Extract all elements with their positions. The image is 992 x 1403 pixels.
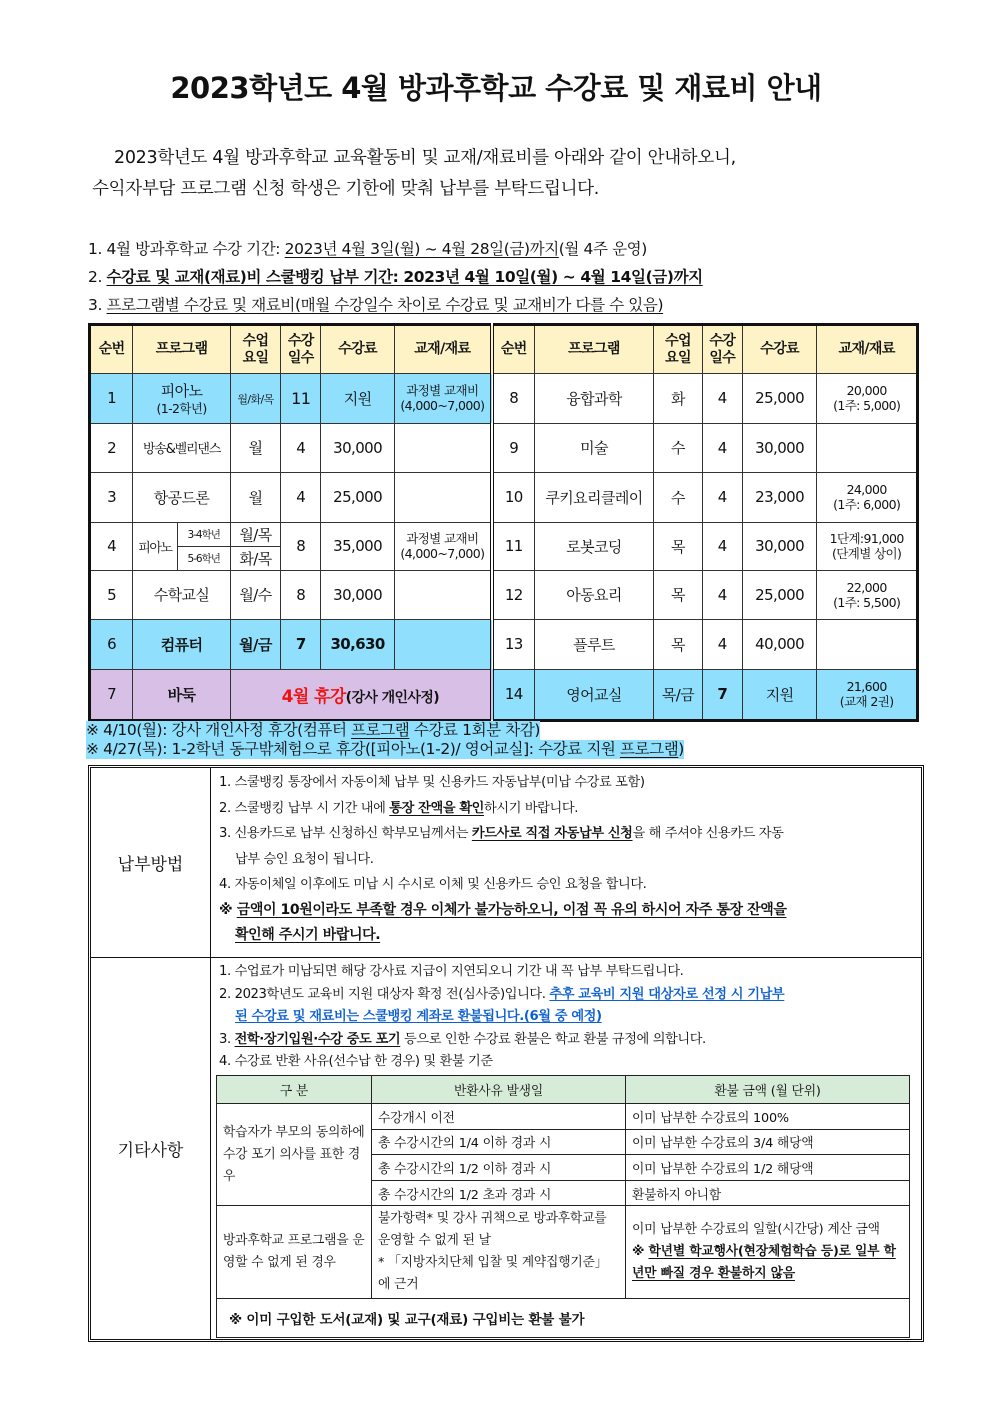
info-item-fees	[88, 291, 928, 319]
cell-count: 7	[281, 620, 321, 670]
cell-count: 11	[281, 374, 321, 424]
cell-no: 12	[492, 570, 534, 620]
refund-header-amount: 환불 금액 (월 단위)	[626, 1076, 910, 1104]
cell-fee: 35,000	[321, 522, 394, 570]
payment-line-3-cont: 납부 승인 요청이 됩니다.	[235, 851, 374, 867]
cell-fee: 지원	[321, 374, 394, 424]
program-table	[88, 323, 919, 722]
info-item-label: 1. 4월 방과후학교 수강 기간:	[88, 240, 285, 258]
cell-material	[394, 620, 492, 670]
cell-program: 미술	[534, 423, 654, 473]
cell-fee: 40,000	[742, 620, 816, 670]
refund-amount: 이미 납부한 수강료의 1/2 해당액	[626, 1155, 910, 1181]
table-row	[90, 522, 918, 546]
note-2: ※ 4/27(목): 1-2학년 동구밖체험으로 휴강([피아노(1-2)/ 영어교실]: 수강료 지원 프로그램)	[86, 740, 684, 758]
cell-material	[817, 423, 918, 473]
header-count: 수강 일수	[702, 325, 742, 374]
cell-program: 플루트	[534, 620, 654, 670]
cell-program: 아동요리	[534, 570, 654, 620]
cell-fee: 30,000	[321, 570, 394, 620]
cell-grade: 5-6학년	[177, 546, 230, 570]
refund-group-cancel: 방과후학교 프로그램을 운영할 수 없게 된 경우	[217, 1206, 372, 1299]
refund-footer-note: ※ 이미 구입한 도서(교재) 및 교구(재료) 구입비는 환불 불가	[217, 1299, 910, 1338]
payment-warning-cont: 확인해 주시기 바랍니다.	[235, 927, 381, 943]
cell-no: 5	[90, 570, 133, 620]
refund-header-row	[217, 1076, 910, 1104]
cell-no: 10	[492, 473, 534, 523]
cell-program: 항공드론	[133, 473, 231, 523]
cell-no: 11	[492, 522, 534, 570]
cell-day: 월/화/목	[230, 374, 280, 424]
cell-no: 3	[90, 473, 133, 523]
header-no: 순번	[492, 325, 534, 374]
cell-no: 14	[492, 669, 534, 720]
intro-line-1: 2023학년도 4월 방과후학교 교육활동비 및 교재/재료비를 아래와 같이 안내하오니,	[114, 148, 736, 168]
refund-amount: 이미 납부한 수강료의 3/4 해당액	[626, 1129, 910, 1155]
other-line-3: 3. 전학·장기입원·수강 중도 포기 등으로 인한 수강료 환불은 학교 환불 규정에 의합니다.	[219, 1031, 706, 1047]
info-item-period-value: 2023년 4월 3일(월) ~ 4월 28일(금)까지	[284, 240, 559, 258]
cell-material: 20,000 (1주: 5,000)	[817, 374, 918, 424]
payment-warning: ※ 금액이 10원이라도 부족할 경우 이체가 불가능하오니, 이점 꼭 유의 하시어 자주 통장 잔액을	[219, 901, 787, 918]
cell-material: 24,000 (1주: 6,000)	[817, 473, 918, 523]
refund-amount: 이미 납부한 수강료의 일할(시간당) 계산 금액 ※ 학년별 학교행사(현장체험학습 등)로 일부 학년만 빠질 경우 환불하지 않음	[626, 1206, 910, 1299]
refund-reason: 총 수강시간의 1/4 이하 경과 시	[372, 1129, 626, 1155]
cell-material	[394, 423, 492, 473]
cell-count: 4	[702, 522, 742, 570]
refund-amount: 이미 납부한 수강료의 100%	[626, 1104, 910, 1130]
table-row	[90, 473, 918, 523]
cell-material	[394, 473, 492, 523]
cell-no: 13	[492, 620, 534, 670]
section-divider	[91, 957, 921, 958]
cell-program: 쿠키요리클레이	[534, 473, 654, 523]
refund-header-category: 구 분	[217, 1076, 372, 1104]
cell-material: 21,600 (교재 2권)	[817, 669, 918, 720]
cell-day: 월/금	[230, 620, 280, 670]
cell-no: 8	[492, 374, 534, 424]
refund-header-reason: 반환사유 발생일	[372, 1076, 626, 1104]
refund-footer-row	[217, 1299, 910, 1338]
refund-row	[217, 1206, 910, 1299]
notes	[86, 721, 684, 759]
refund-group-withdraw: 학습자가 부모의 동의하에 수강 포기 의사를 표한 경우	[217, 1104, 372, 1206]
page-title: 2023학년도 4월 방과후학교 수강료 및 재료비 안내	[170, 71, 822, 105]
cell-fee: 30,000	[321, 423, 394, 473]
other-line-4: 4. 수강료 반환 사유(선수납 한 경우) 및 환불 기준	[219, 1054, 493, 1069]
table-row	[90, 669, 918, 720]
info-item-payment-period	[88, 263, 928, 291]
cell-no: 6	[90, 620, 133, 670]
cell-program: 방송&벨리댄스	[133, 423, 231, 473]
cell-count: 8	[281, 570, 321, 620]
cell-fee: 25,000	[742, 570, 816, 620]
cell-day: 월/수	[230, 570, 280, 620]
cell-day: 수	[654, 423, 702, 473]
refund-row	[217, 1104, 910, 1130]
cell-no: 9	[492, 423, 534, 473]
cell-day: 월	[230, 423, 280, 473]
cell-no: 1	[90, 374, 133, 424]
cell-count: 4	[702, 473, 742, 523]
cell-notice: 4월 휴강(강사 개인사정)	[230, 669, 492, 720]
header-program: 프로그램	[133, 325, 231, 374]
cell-count: 8	[281, 522, 321, 570]
cell-fee: 25,000	[321, 473, 394, 523]
refund-reason: 수강개시 이전	[372, 1104, 626, 1130]
cell-program: 영어교실	[534, 669, 654, 720]
cell-grade: 3-4학년	[177, 522, 230, 546]
cell-material	[394, 570, 492, 620]
cell-material: 과정별 교재비 (4,000~7,000)	[394, 374, 492, 424]
other-line-2-cont: 된 수강료 및 재료비는 스쿨뱅킹 계좌로 환불됩니다.(6월 중 예정)	[235, 1009, 602, 1024]
cell-program: 수학교실	[133, 570, 231, 620]
cell-count: 4	[702, 423, 742, 473]
intro-line-2: 수익자부담 프로그램 신청 학생은 기한에 맞춰 납부를 부탁드립니다.	[92, 179, 600, 199]
payment-content	[219, 770, 913, 949]
cell-material: 1단계:91,000 (단계별 상이)	[817, 522, 918, 570]
cell-day: 수	[654, 473, 702, 523]
header-day: 수업 요일	[654, 325, 702, 374]
cell-day: 목	[654, 570, 702, 620]
cell-no: 4	[90, 522, 133, 570]
refund-amount: 환불하지 아니함	[626, 1180, 910, 1206]
cell-count: 7	[702, 669, 742, 720]
info-list	[88, 235, 928, 319]
cell-fee: 30,630	[321, 620, 394, 670]
cell-program: 바둑	[133, 669, 231, 720]
cell-day: 목/금	[654, 669, 702, 720]
cell-fee: 23,000	[742, 473, 816, 523]
header-program: 프로그램	[534, 325, 654, 374]
header-count: 수강 일수	[281, 325, 321, 374]
table-row	[90, 374, 918, 424]
header-fee: 수강료	[321, 325, 394, 374]
cell-material	[817, 620, 918, 670]
table-row	[90, 620, 918, 670]
payment-line-2: 2. 스쿨뱅킹 납부 시 기간 내에 통장 잔액을 확인하시기 바랍니다.	[219, 800, 578, 816]
cell-day: 목	[654, 620, 702, 670]
payment-label: 납부방법	[91, 768, 211, 957]
cell-program: 로봇코딩	[534, 522, 654, 570]
cell-no: 7	[90, 669, 133, 720]
other-line-2: 2. 2023학년도 교육비 지원 대상자 확정 전(심사중)입니다. 추후 교육비 지원 대상자로 선정 시 기납부	[219, 986, 785, 1002]
payment-line-1: 1. 스쿨뱅킹 통장에서 자동이체 납부 및 신용카드 자동납부(미납 수강료 포함)	[219, 775, 645, 790]
info-item-fees-text: 프로그램별 수강료 및 재료비(매월 수강일수 차이로 수강료 및 교재비가 다를 수 있음)	[106, 296, 664, 314]
cell-day: 화	[654, 374, 702, 424]
table-header-row	[90, 325, 918, 374]
cell-material: 22,000 (1주: 5,500)	[817, 570, 918, 620]
cell-count: 4	[281, 423, 321, 473]
cell-day: 월	[230, 473, 280, 523]
info-item-number: 3.	[88, 296, 107, 314]
header-no: 순번	[90, 325, 133, 374]
intro-paragraph	[92, 143, 922, 205]
header-fee: 수강료	[742, 325, 816, 374]
cell-fee: 25,000	[742, 374, 816, 424]
cell-day: 월/목	[230, 522, 280, 546]
cell-program: 피아노 (1-2학년)	[133, 374, 231, 424]
cell-no: 2	[90, 423, 133, 473]
cell-count: 4	[702, 620, 742, 670]
table-row	[90, 423, 918, 473]
refund-reason: 총 수강시간의 1/2 이하 경과 시	[372, 1155, 626, 1181]
header-material: 교재/재료	[817, 325, 918, 374]
cell-material: 과정별 교재비 (4,000~7,000)	[394, 522, 492, 570]
cell-program: 피아노	[133, 522, 177, 570]
other-line-1: 1. 수업료가 미납되면 해당 강사료 지급이 지연되오니 기간 내 꼭 납부 부탁드립니다.	[219, 964, 684, 979]
other-label: 기타사항	[91, 957, 211, 1339]
payment-line-3: 3. 신용카드로 납부 신청하신 학부모님께서는 카드사로 직접 자동납부 신청을 해 주셔야 신용카드 자동	[219, 826, 784, 841]
info-item-period	[88, 235, 928, 263]
table-row	[90, 570, 918, 620]
cell-program: 융합과학	[534, 374, 654, 424]
header-material: 교재/재료	[394, 325, 492, 374]
info-item-number: 2.	[88, 268, 107, 286]
cell-count: 4	[702, 374, 742, 424]
cell-count: 4	[702, 570, 742, 620]
refund-table	[216, 1075, 910, 1338]
cell-program: 컴퓨터	[133, 620, 231, 670]
note-1: ※ 4/10(월): 강사 개인사정 휴강(컴퓨터 프로그램 수강료 1회분 차감)	[86, 721, 541, 739]
cell-day: 목	[654, 522, 702, 570]
info-item-payment-value: 수강료 및 교재(재료)비 스쿨뱅킹 납부 기간: 2023년 4월 10일(월) ~ 4월 14일(금)까지	[106, 268, 703, 286]
other-content	[219, 961, 913, 1074]
cell-day: 화/목	[230, 546, 280, 570]
header-day: 수업 요일	[230, 325, 280, 374]
cell-fee: 지원	[742, 669, 816, 720]
cell-fee: 30,000	[742, 522, 816, 570]
cell-count: 4	[281, 473, 321, 523]
refund-reason: 총 수강시간의 1/2 초과 경과 시	[372, 1180, 626, 1206]
info-item-note: (월 4주 운영)	[558, 240, 647, 258]
cell-fee: 30,000	[742, 423, 816, 473]
refund-reason: 불가항력* 및 강사 귀책으로 방과후학교를 운영할 수 없게 된 날 * 「지방자치단체 입찰 및 계약집행기준」에 근거	[372, 1206, 626, 1299]
payment-line-4: 4. 자동이체일 이후에도 미납 시 수시로 이체 및 신용카드 승인 요청을 합니다.	[219, 877, 647, 892]
